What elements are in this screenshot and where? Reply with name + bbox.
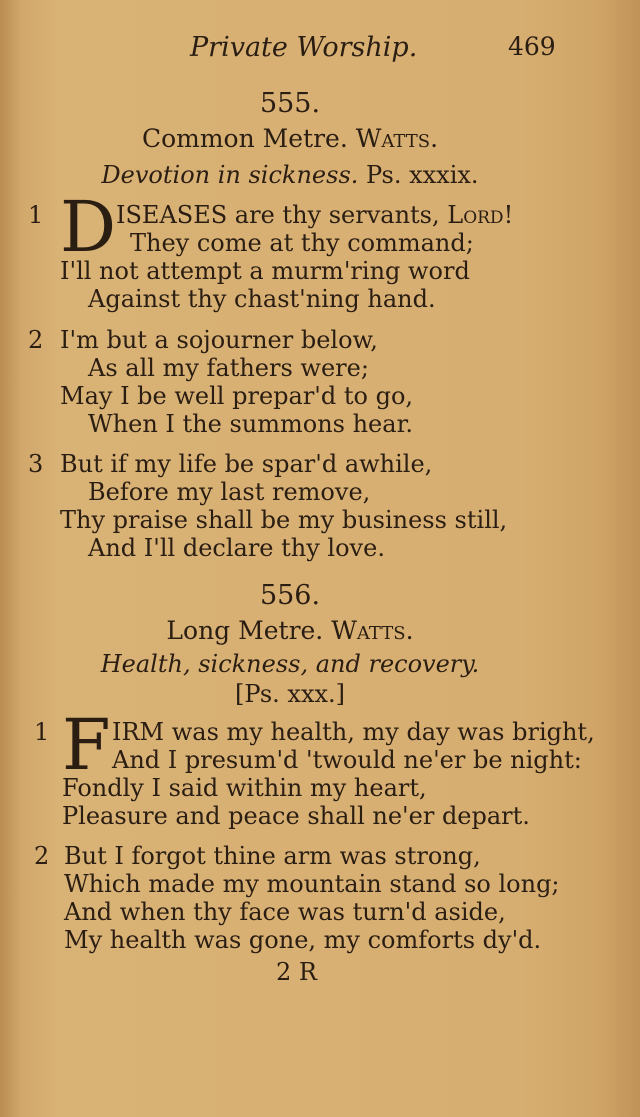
subject-text: Devotion in sickness. — [101, 161, 359, 189]
running-head: Private Worship. — [190, 32, 418, 63]
verse-line: I'll not attempt a murm'ring word — [60, 257, 470, 285]
verse-line: Pleasure and peace shall ne'er depart. — [62, 802, 530, 830]
verse-line: My health was gone, my comforts dy'd. — [64, 926, 542, 954]
verse-line: As all my fathers were; — [88, 354, 369, 382]
drop-cap: D — [60, 186, 117, 268]
meter-label: Long Metre. — [166, 616, 324, 645]
hymn-meter — [0, 124, 580, 153]
verse-line: Before my last remove, — [88, 478, 371, 506]
stanza-number: 1 — [34, 718, 50, 746]
verse-line: But if my life be spar'd awhile, — [60, 450, 433, 478]
verse-line: May I be well prepar'd to go, — [60, 382, 414, 410]
verse-line: They come at thy command; — [130, 229, 474, 257]
verse-line: Fondly I said within my heart, — [62, 774, 427, 802]
verse-line: And when thy face was turn'd aside, — [64, 898, 506, 926]
subject-text: Health, sickness, and recovery. — [100, 650, 480, 678]
lord-word: Lord — [447, 201, 504, 229]
hymn-subject — [0, 161, 580, 189]
author-name: Watts. — [331, 616, 414, 645]
verse-line: And I presum'd 'twould ne'er be night: — [112, 746, 582, 774]
page-header — [0, 32, 640, 72]
hymn-number: 556. — [259, 580, 321, 611]
first-line-text: ISEASES are thy servants, — [116, 201, 448, 229]
page-number: 469 — [508, 32, 556, 61]
hymn-meter — [0, 616, 580, 645]
author-name: Watts. — [355, 124, 439, 153]
verse-line: When I the summons hear. — [88, 410, 414, 438]
meter-label: Common Metre. — [141, 124, 348, 153]
stanza-number: 1 — [28, 201, 44, 229]
signature-mark: 2 R — [276, 958, 317, 986]
verse-line: Against thy chast'ning hand. — [88, 285, 436, 313]
verse-line: But I forgot thine arm was strong, — [64, 842, 481, 870]
verse-line: Thy praise shall be my business still, — [60, 506, 508, 534]
first-line-punct: ! — [503, 201, 514, 229]
scripture-reference: Ps. xxxix. — [366, 161, 479, 189]
verse-line — [116, 201, 513, 229]
stanza-number: 3 — [28, 450, 44, 478]
verse-line: Which made my mountain stand so long; — [64, 870, 560, 898]
hymn-number: 555. — [259, 88, 321, 119]
verse-line: I'm but a sojourner below, — [60, 326, 378, 354]
stanza-number: 2 — [28, 326, 44, 354]
stanza-number: 2 — [34, 842, 50, 870]
scripture-reference: [Ps. xxx.] — [234, 680, 346, 708]
hymn-subject — [0, 650, 580, 678]
drop-cap: F — [62, 704, 111, 786]
verse-line: And I'll declare thy love. — [88, 534, 385, 562]
verse-line: IRM was my health, my day was bright, — [112, 718, 595, 746]
